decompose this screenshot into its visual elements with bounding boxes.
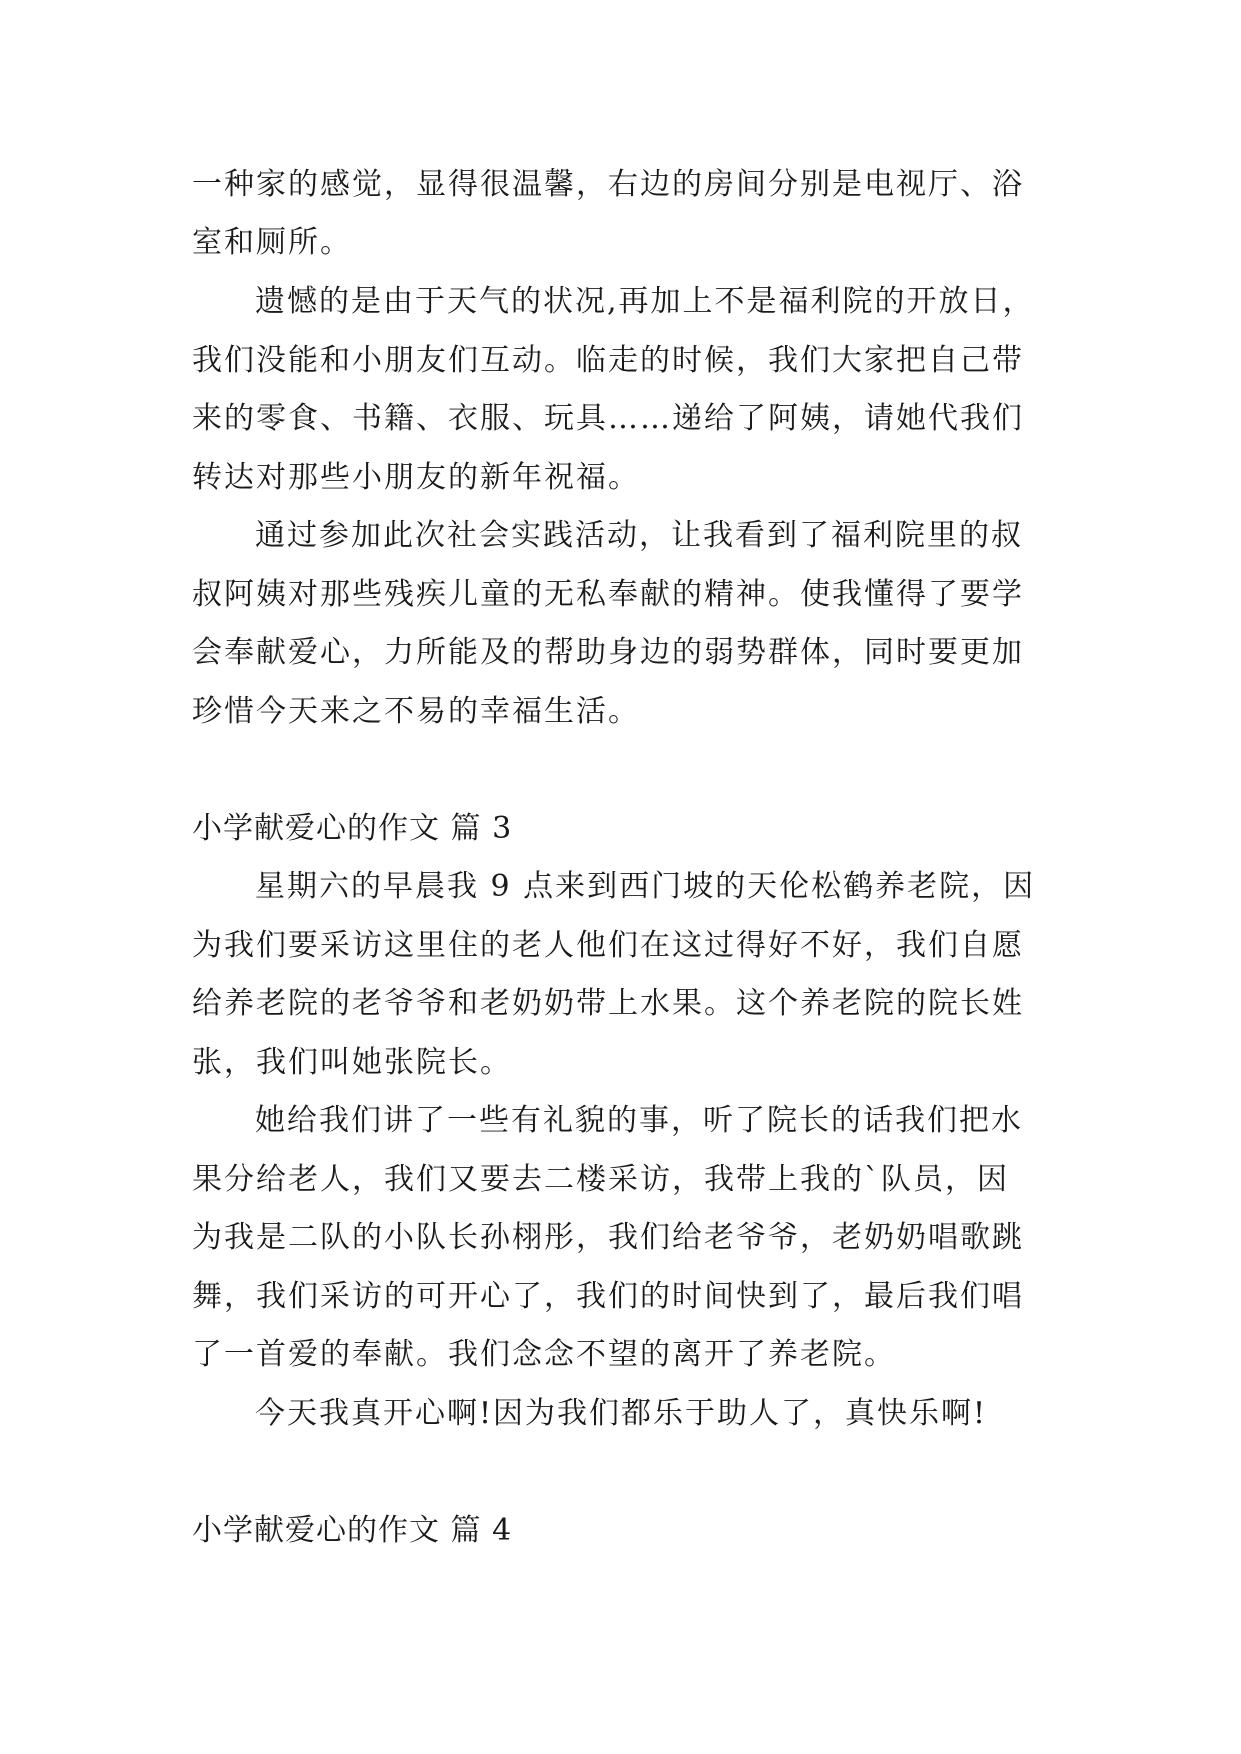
paragraph-line: 我们没能和小朋友们互动。临走的时候，我们大家把自己带 bbox=[192, 343, 1024, 378]
paragraph-line: 来的零食、书籍、衣服、玩具……递给了阿姨，请她代我们 bbox=[192, 401, 1024, 436]
paragraph-line: 了一首爱的奉献。我们念念不望的离开了养老院。 bbox=[192, 1337, 896, 1372]
paragraph-line: 遗憾的是由于天气的状况,再加上不是福利院的开放日， bbox=[255, 284, 1035, 319]
paragraph-line: 一种家的感觉，显得很温馨，右边的房间分别是电视厅、浴 bbox=[192, 167, 1024, 202]
paragraph-line: 通过参加此次社会实践活动，让我看到了福利院里的叔 bbox=[255, 518, 1023, 553]
paragraph-line: 她给我们讲了一些有礼貌的事，听了院长的话我们把水 bbox=[255, 1103, 1023, 1138]
paragraph-line: 室和厕所。 bbox=[192, 225, 352, 260]
paragraph-line: 转达对那些小朋友的新年祝福。 bbox=[192, 460, 640, 495]
paragraph-line: 珍惜今天来之不易的幸福生活。 bbox=[192, 694, 640, 729]
paragraph-line: 今天我真开心啊!因为我们都乐于助人了，真快乐啊! bbox=[255, 1396, 988, 1431]
paragraph-line: 星期六的早晨我 9 点来到西门坡的天伦松鹤养老院，因 bbox=[255, 869, 1036, 904]
paragraph-line: 为我是二队的小队长孙栩彤，我们给老爷爷，老奶奶唱歌跳 bbox=[192, 1220, 1024, 1255]
paragraph-line: 张，我们叫她张院长。 bbox=[192, 1045, 512, 1080]
section-heading: 小学献爱心的作文 篇 4 bbox=[192, 1513, 513, 1548]
paragraph-line: 给养老院的老爷爷和老奶奶带上水果。这个养老院的院长姓 bbox=[192, 986, 1024, 1021]
paragraph-line: 为我们要采访这里住的老人他们在这过得好不好，我们自愿 bbox=[192, 928, 1024, 963]
paragraph-line: 会奉献爱心，力所能及的帮助身边的弱势群体，同时要更加 bbox=[192, 635, 1024, 670]
paragraph-line: 叔阿姨对那些残疾儿童的无私奉献的精神。使我懂得了要学 bbox=[192, 577, 1024, 612]
paragraph-line: 舞，我们采访的可开心了，我们的时间快到了，最后我们唱 bbox=[192, 1279, 1024, 1314]
paragraph-line: 果分给老人，我们又要去二楼采访，我带上我的`队员，因 bbox=[192, 1162, 1009, 1197]
section-heading: 小学献爱心的作文 篇 3 bbox=[192, 811, 513, 846]
